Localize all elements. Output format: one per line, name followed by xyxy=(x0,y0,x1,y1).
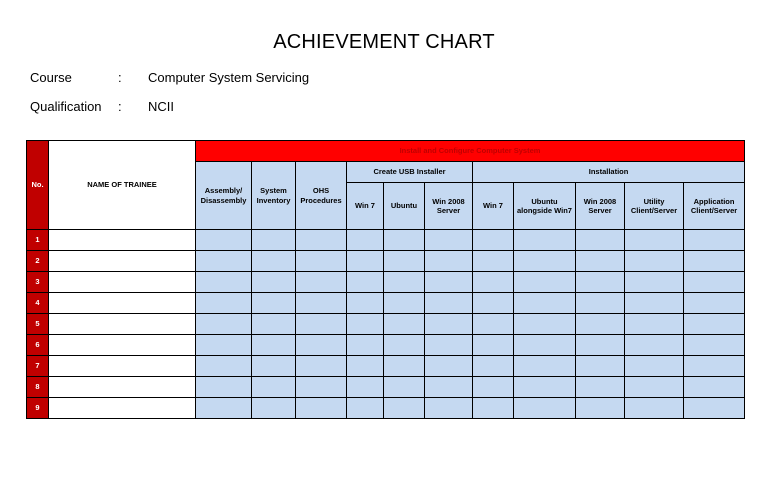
score-cell[interactable] xyxy=(684,251,745,272)
score-cell[interactable] xyxy=(514,293,576,314)
score-cell[interactable] xyxy=(196,314,252,335)
row-number: 4 xyxy=(27,293,49,314)
score-cell[interactable] xyxy=(196,356,252,377)
trainee-name-cell[interactable] xyxy=(49,398,196,419)
score-cell[interactable] xyxy=(625,335,684,356)
score-cell[interactable] xyxy=(296,356,347,377)
score-cell[interactable] xyxy=(252,356,296,377)
trainee-name-cell[interactable] xyxy=(49,272,196,293)
course-value: Computer System Servicing xyxy=(148,70,310,85)
score-cell[interactable] xyxy=(473,272,514,293)
row-number: 5 xyxy=(27,314,49,335)
table-row xyxy=(27,398,745,419)
score-cell[interactable] xyxy=(473,377,514,398)
score-cell[interactable] xyxy=(296,251,347,272)
col-header: Win 7 xyxy=(347,183,384,230)
trainee-name-cell[interactable] xyxy=(49,377,196,398)
score-cell[interactable] xyxy=(425,398,473,419)
score-cell[interactable] xyxy=(296,398,347,419)
score-cell[interactable] xyxy=(384,230,425,251)
table-row xyxy=(27,314,745,335)
score-cell[interactable] xyxy=(384,293,425,314)
score-cell[interactable] xyxy=(625,398,684,419)
trainee-name-cell[interactable] xyxy=(49,251,196,272)
score-cell[interactable] xyxy=(296,293,347,314)
score-cell[interactable] xyxy=(625,251,684,272)
score-cell[interactable] xyxy=(252,272,296,293)
col-header: Assembly/ Disassembly xyxy=(196,162,252,230)
usb-installer-header: Create USB Installer xyxy=(347,162,473,183)
row-number: 1 xyxy=(27,230,49,251)
col-header: Application Client/Server xyxy=(684,183,745,230)
score-cell[interactable] xyxy=(347,251,384,272)
table-row xyxy=(27,251,745,272)
course-colon: : xyxy=(118,70,122,85)
score-cell[interactable] xyxy=(384,398,425,419)
score-cell[interactable] xyxy=(296,314,347,335)
score-cell[interactable] xyxy=(296,272,347,293)
score-cell[interactable] xyxy=(684,230,745,251)
score-cell[interactable] xyxy=(514,272,576,293)
score-cell[interactable] xyxy=(425,314,473,335)
name-header: NAME OF TRAINEE xyxy=(49,141,196,230)
table-row xyxy=(27,335,745,356)
score-cell[interactable] xyxy=(576,377,625,398)
trainee-name-cell[interactable] xyxy=(49,293,196,314)
col-header: OHS Procedures xyxy=(296,162,347,230)
score-cell[interactable] xyxy=(625,293,684,314)
score-cell[interactable] xyxy=(347,272,384,293)
score-cell[interactable] xyxy=(684,335,745,356)
score-cell[interactable] xyxy=(425,293,473,314)
score-cell[interactable] xyxy=(252,314,296,335)
trainee-rows xyxy=(27,230,745,419)
score-cell[interactable] xyxy=(684,398,745,419)
score-cell[interactable] xyxy=(196,272,252,293)
qualification-label: Qualification xyxy=(30,99,102,114)
row-number: 6 xyxy=(27,335,49,356)
score-cell[interactable] xyxy=(252,335,296,356)
table-row xyxy=(27,293,745,314)
row-number: 8 xyxy=(27,377,49,398)
col-header: System Inventory xyxy=(252,162,296,230)
score-cell[interactable] xyxy=(196,335,252,356)
score-cell[interactable] xyxy=(425,272,473,293)
score-cell[interactable] xyxy=(473,293,514,314)
score-cell[interactable] xyxy=(625,314,684,335)
score-cell[interactable] xyxy=(473,335,514,356)
score-cell[interactable] xyxy=(473,230,514,251)
score-cell[interactable] xyxy=(684,272,745,293)
score-cell[interactable] xyxy=(625,230,684,251)
row-number: 3 xyxy=(27,272,49,293)
score-cell[interactable] xyxy=(347,335,384,356)
score-cell[interactable] xyxy=(347,377,384,398)
table-row xyxy=(27,272,745,293)
installation-header: Installation xyxy=(473,162,745,183)
col-header: Ubuntu alongside Win7 xyxy=(514,183,576,230)
score-cell[interactable] xyxy=(347,356,384,377)
trainee-name-cell[interactable] xyxy=(49,356,196,377)
score-cell[interactable] xyxy=(625,272,684,293)
qualification-colon: : xyxy=(118,99,122,114)
score-cell[interactable] xyxy=(473,356,514,377)
score-cell[interactable] xyxy=(252,377,296,398)
trainee-name-cell[interactable] xyxy=(49,314,196,335)
score-cell[interactable] xyxy=(347,293,384,314)
score-cell[interactable] xyxy=(196,230,252,251)
score-cell[interactable] xyxy=(425,230,473,251)
score-cell[interactable] xyxy=(576,251,625,272)
col-header: Ubuntu xyxy=(384,183,425,230)
score-cell[interactable] xyxy=(625,377,684,398)
score-cell[interactable] xyxy=(684,293,745,314)
score-cell[interactable] xyxy=(384,272,425,293)
score-cell[interactable] xyxy=(576,335,625,356)
score-cell[interactable] xyxy=(252,251,296,272)
score-cell[interactable] xyxy=(196,398,252,419)
score-cell[interactable] xyxy=(196,251,252,272)
score-cell[interactable] xyxy=(473,314,514,335)
row-number: 7 xyxy=(27,356,49,377)
score-cell[interactable] xyxy=(514,314,576,335)
score-cell[interactable] xyxy=(296,230,347,251)
score-cell[interactable] xyxy=(625,356,684,377)
page-title: ACHIEVEMENT CHART xyxy=(273,31,495,53)
col-header: Win 7 xyxy=(473,183,514,230)
score-cell[interactable] xyxy=(384,335,425,356)
score-cell[interactable] xyxy=(514,230,576,251)
score-cell[interactable] xyxy=(576,398,625,419)
score-cell[interactable] xyxy=(514,335,576,356)
score-cell[interactable] xyxy=(296,377,347,398)
score-cell[interactable] xyxy=(196,293,252,314)
score-cell[interactable] xyxy=(514,251,576,272)
score-cell[interactable] xyxy=(473,398,514,419)
no-header: No. xyxy=(27,141,49,230)
score-cell[interactable] xyxy=(576,293,625,314)
score-cell[interactable] xyxy=(514,377,576,398)
score-cell[interactable] xyxy=(425,251,473,272)
score-cell[interactable] xyxy=(684,314,745,335)
achievement-table xyxy=(26,140,745,419)
table-row xyxy=(27,230,745,251)
col-header: Utility Client/Server xyxy=(625,183,684,230)
score-cell[interactable] xyxy=(196,377,252,398)
course-label: Course xyxy=(30,70,72,85)
row-number: 9 xyxy=(27,398,49,419)
score-cell[interactable] xyxy=(252,398,296,419)
score-cell[interactable] xyxy=(684,377,745,398)
score-cell[interactable] xyxy=(514,398,576,419)
table-row xyxy=(27,377,745,398)
score-cell[interactable] xyxy=(576,230,625,251)
score-cell[interactable] xyxy=(473,251,514,272)
score-cell[interactable] xyxy=(514,356,576,377)
score-cell[interactable] xyxy=(384,251,425,272)
score-cell[interactable] xyxy=(684,356,745,377)
row-number: 2 xyxy=(27,251,49,272)
score-cell[interactable] xyxy=(576,272,625,293)
score-cell[interactable] xyxy=(425,335,473,356)
trainee-name-cell[interactable] xyxy=(49,230,196,251)
score-cell[interactable] xyxy=(384,356,425,377)
qualification-value: NCII xyxy=(148,99,174,114)
col-header: Win 2008 Server xyxy=(576,183,625,230)
score-cell[interactable] xyxy=(384,314,425,335)
col-header: Win 2008 Server xyxy=(425,183,473,230)
score-cell[interactable] xyxy=(347,230,384,251)
table-row xyxy=(27,356,745,377)
score-cell[interactable] xyxy=(576,314,625,335)
group-header: Install and Configure Computer System xyxy=(196,141,745,162)
score-cell[interactable] xyxy=(347,398,384,419)
score-cell[interactable] xyxy=(252,230,296,251)
score-cell[interactable] xyxy=(425,377,473,398)
score-cell[interactable] xyxy=(425,356,473,377)
score-cell[interactable] xyxy=(296,335,347,356)
score-cell[interactable] xyxy=(576,356,625,377)
score-cell[interactable] xyxy=(347,314,384,335)
score-cell[interactable] xyxy=(384,377,425,398)
trainee-name-cell[interactable] xyxy=(49,335,196,356)
score-cell[interactable] xyxy=(252,293,296,314)
